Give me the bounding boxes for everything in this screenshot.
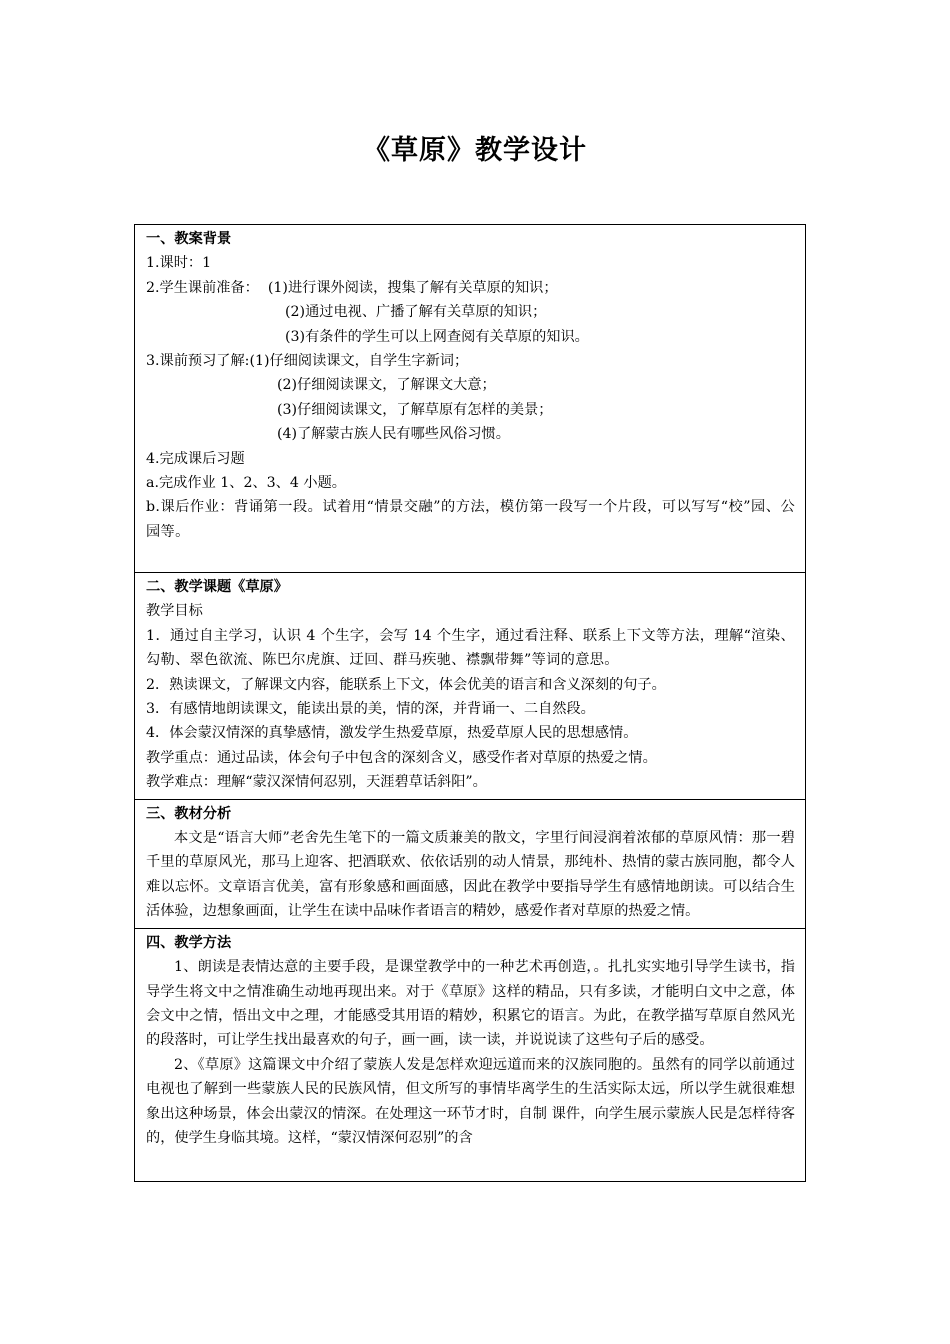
homework-heading: 4.完成课后习题 xyxy=(146,450,245,467)
section-heading: 二、教学课题《草原》 xyxy=(146,579,288,595)
homework-a: a.完成作业 1、2、3、4 小题。 xyxy=(146,475,346,492)
preview-item-3: (3)仔细阅读课文，了解草原有怎样的美景； xyxy=(277,401,553,418)
goal-4: 4．体会蒙汉情深的真挚感情，激发学生热爱草原，热爱草原人民的思想感情。 xyxy=(146,725,638,742)
goal-3: 3．有感情地朗读课文，能读出景的美，情的深，并背诵一、二自然段。 xyxy=(146,701,595,718)
method-paragraph-1: 1、朗读是表情达意的主要手段，是课堂教学中的一种艺术再创造，。扎扎实实地引导学生读书，指导学生将文中之情准确生动地再现出来。对于《草原》这样的精品，只有多读，才能明白文中之意，体会文中之情，悟出文中之理，才能感受其用语的精妙，积累它的语言。为此，在教学描写草原自然风光的段落时，可让学生找出最喜欢的句子，画一画，读一读，并说说读了这些句子后的感受。 xyxy=(146,959,795,1049)
section-methods-row xyxy=(135,928,806,1181)
document-title: 《草原》教学设计 xyxy=(363,135,587,166)
difficulty: 教学难点：理解“蒙汉深情何忍别，天涯碧草话斜阳”。 xyxy=(146,774,487,791)
lesson-count: 1.课时：1 xyxy=(146,255,212,272)
section-background xyxy=(135,225,806,573)
prep-item-3: (3)有条件的学生可以上网查阅有关草原的知识。 xyxy=(285,328,589,345)
section-topic xyxy=(135,573,806,800)
prep-item-1: 2.学生课前准备： (1)进行课外阅读，搜集了解有关草原的知识； xyxy=(146,279,558,296)
section-heading: 三、教材分析 xyxy=(146,805,232,822)
prep-item-2: (2)通过电视、广播了解有关草原的知识； xyxy=(285,304,547,321)
section-analysis-row xyxy=(135,799,806,928)
preview-item-1: 3.课前预习了解:(1)仔细阅读课文，自学生字新词； xyxy=(146,353,469,370)
goal-1: 1．通过自主学习，认识 4 个生字，会写 14 个生字，通过看注释、联系上下文等方法，理解“渲染、勾勒、翠色欲流、陈巴尔虎旗、迂回、群马疾驰、襟飘带舞”等词的意思。 xyxy=(146,627,795,669)
lesson-plan-table xyxy=(134,224,806,1182)
section-heading: 四、教学方法 xyxy=(146,934,232,951)
method-paragraph-2: 2、《草原》这篇课文中介绍了蒙族人发是怎样欢迎远道而来的汉族同胞的。虽然有的同学以前通过电视也了解到一些蒙族人民的民族风情，但文所写的事情毕离学生的生活实际太远，所以学生就很难想象出这种场景，体会出蒙汉的情深。在处理这一环节才时，自制 课件，向学生展示蒙族人民是怎样待客的，使学生身临其境。这样，“蒙汉情深何忍别”的含 xyxy=(146,1056,795,1146)
homework-b: b.课后作业：背诵第一段。试着用“情景交融”的方法，模仿第一段写一个片段，可以写写“校”园、公园等。 xyxy=(146,499,795,540)
goal-2: 2．熟读课文，了解课文内容，能联系上下文，体会优美的语言和含义深刻的句子。 xyxy=(146,676,666,693)
preview-item-2: (2)仔细阅读课文，了解课文大意； xyxy=(277,377,496,394)
section-heading: 一、教案背景 xyxy=(146,231,232,247)
section-topic-row xyxy=(135,573,806,800)
goals-label: 教学目标 xyxy=(146,603,203,620)
section-methods xyxy=(135,928,806,1181)
analysis-paragraph: 本文是“语言大师”老舍先生笔下的一篇文质兼美的散文，字里行间浸润着浓郁的草原风情：那一碧千里的草原风光，那马上迎客、把酒联欢、依依话别的动人情景，那纯朴、热情的蒙古族同胞，都令人难以忘怀。文章语言优美，富有形象感和画面感，因此在教学中要指导学生有感情地朗读。可以结合生活体验，边想象画面，让学生在读中品味作者语言的精妙，感爱作者对草原的热爱之情。 xyxy=(146,830,795,920)
section-analysis xyxy=(135,799,806,928)
preview-item-4: (4)了解蒙古族人民有哪些风俗习惯。 xyxy=(277,426,510,443)
section-background-row xyxy=(135,225,806,573)
key-point: 教学重点：通过品读，体会句子中包含的深刻含义，感受作者对草原的热爱之情。 xyxy=(146,749,657,766)
